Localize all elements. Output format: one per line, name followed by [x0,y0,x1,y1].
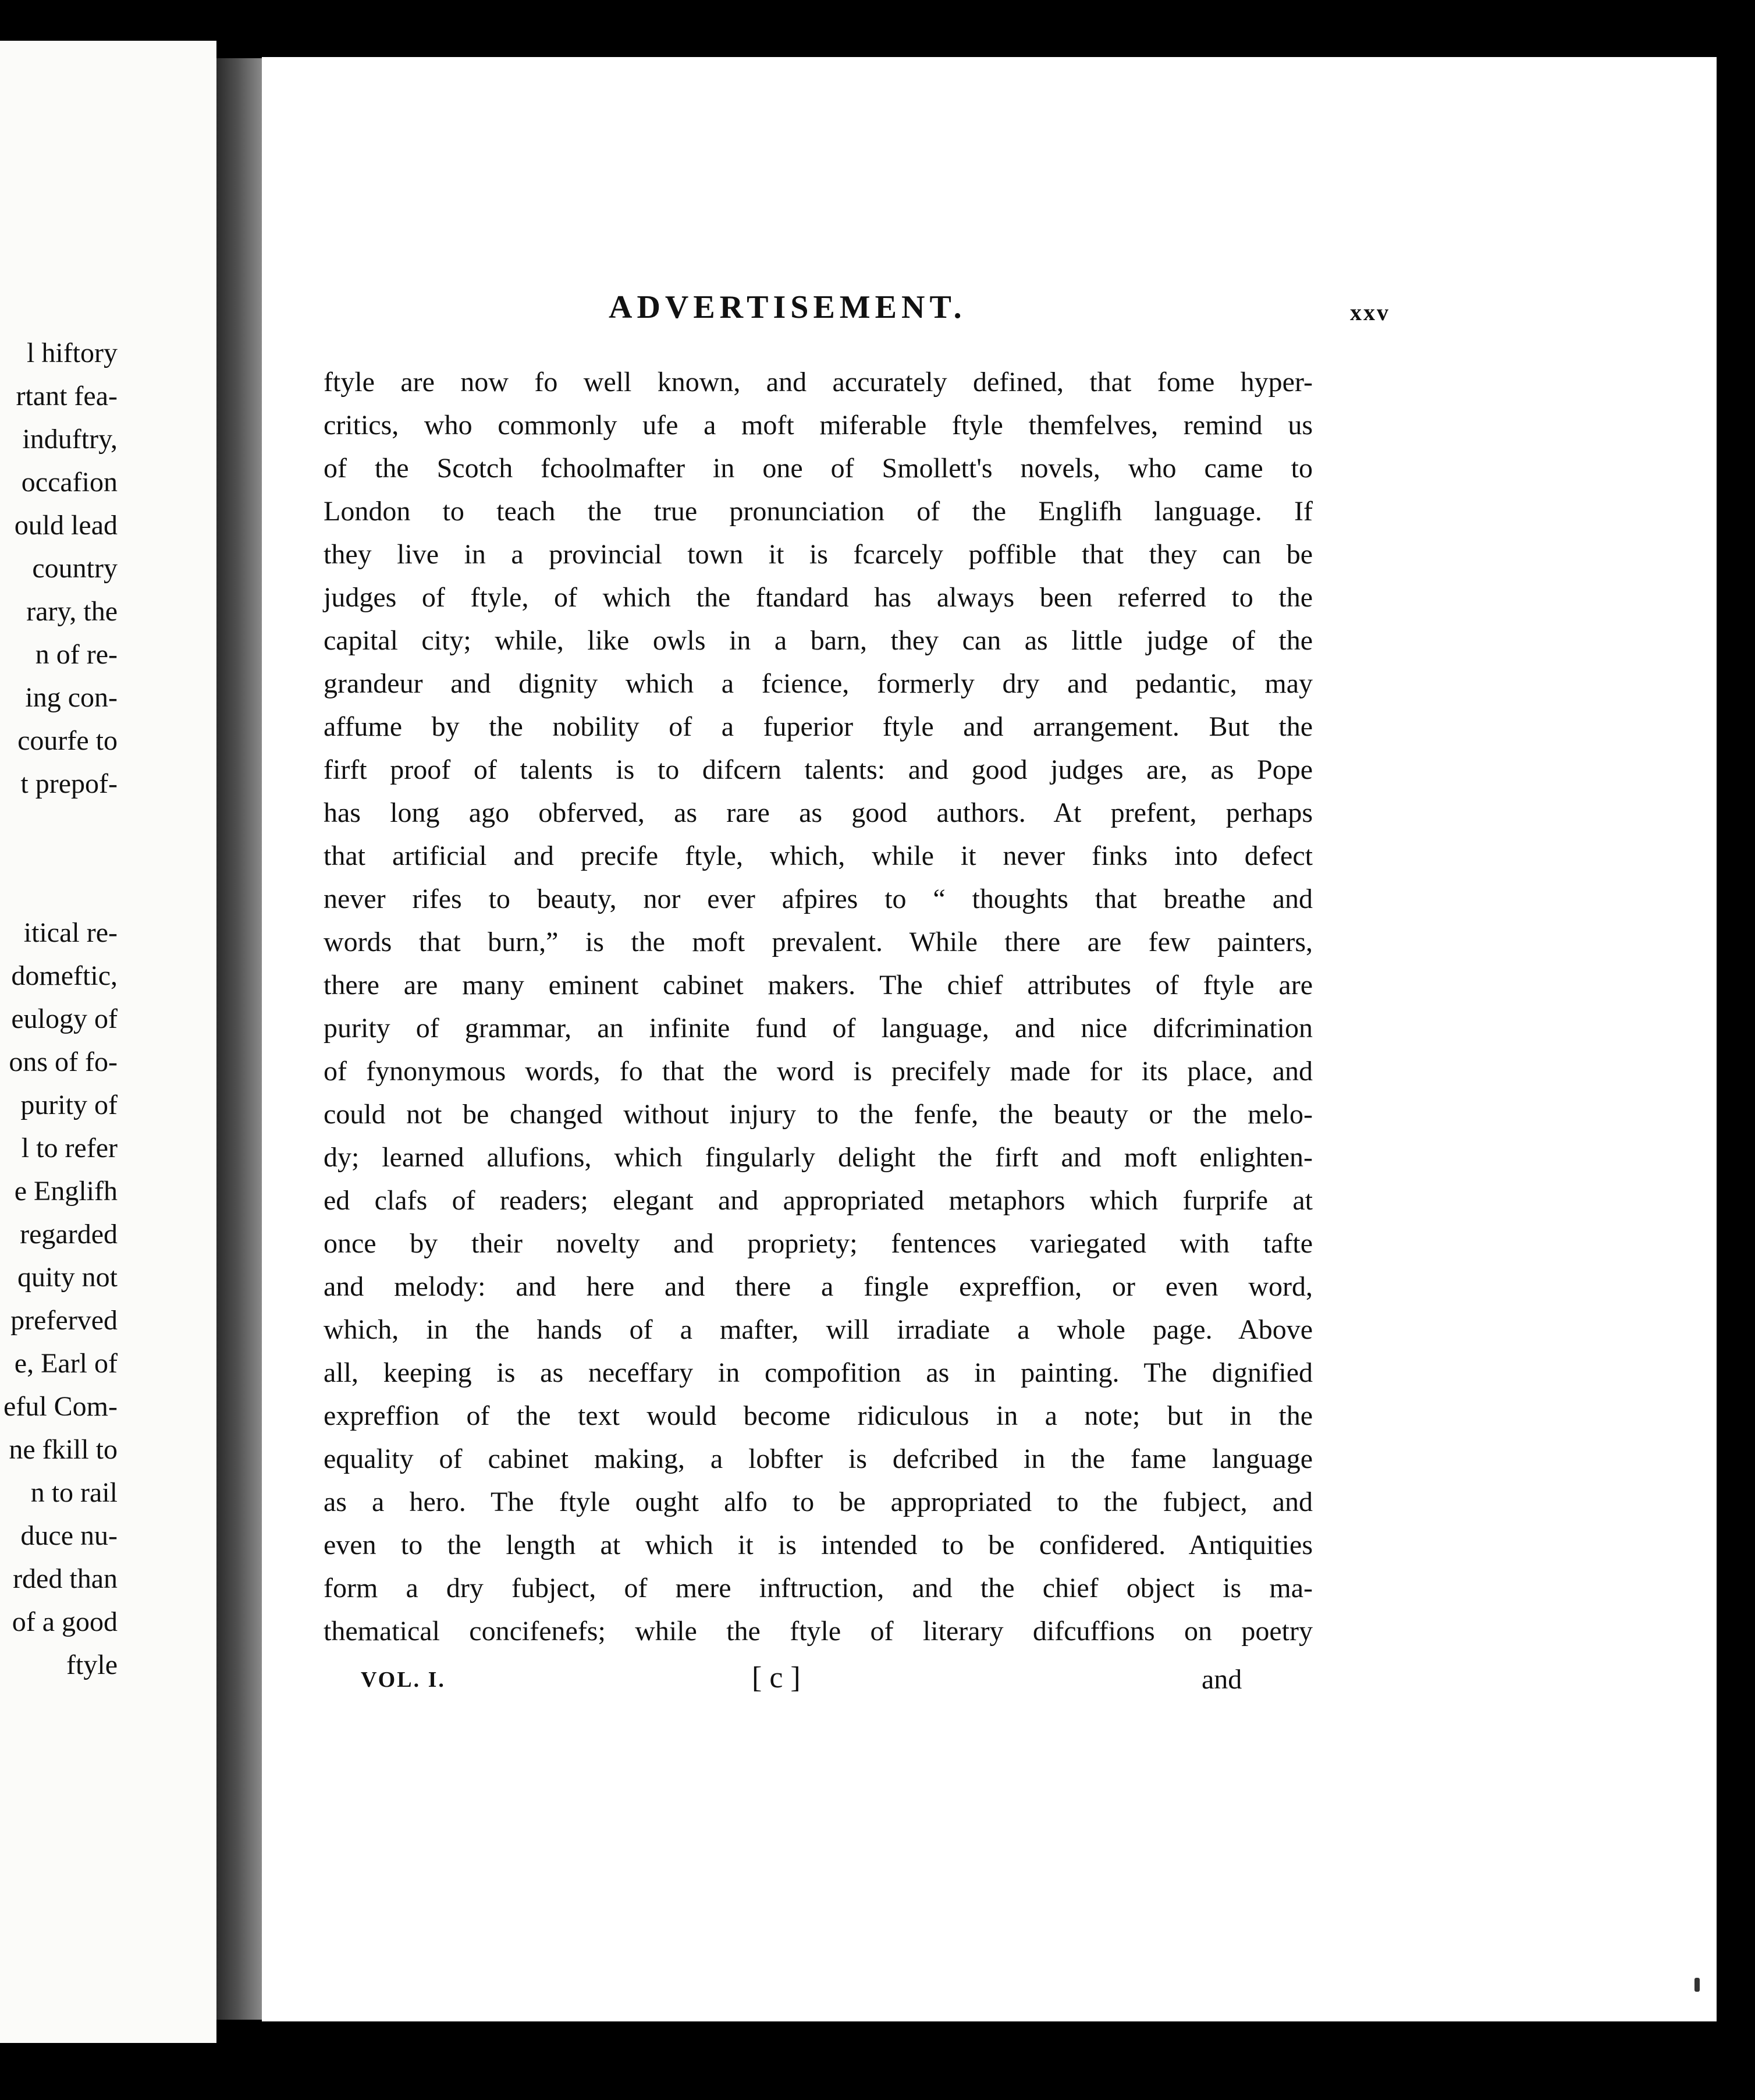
left-line: preferved [10,1305,118,1336]
left-line: l hiftory [27,338,118,368]
left-line: rtant fea- [16,381,118,412]
book-spine-shadow [216,58,262,2020]
left-line: purity of [20,1090,118,1120]
text-line: grandeur and dignity which a fcience, formerly dry and pedantic, may [324,668,1313,699]
text-line: ed clafs of readers; elegant and appropriated metaphors which furprife at [324,1185,1313,1216]
text-line: equality of cabinet making, a lobfter is defcribed in the fame language [324,1443,1313,1474]
running-header: ADVERTISEMENT. [609,289,967,325]
right-page [262,57,1717,2021]
text-line: all, keeping is as neceffary in compofition as in painting. The dignified [324,1357,1313,1388]
left-line: n to rail [30,1477,118,1508]
text-line: words that burn,” is the moft prevalent. While there are few painters, [324,927,1313,957]
left-line: regarded [20,1219,118,1250]
scan-mark [1694,1978,1700,1992]
text-line: London to teach the true pronunciation of the Englifh language. If [324,496,1313,527]
text-line: of the Scotch fchoolmafter in one of Smollett's novels, who came to [324,453,1313,484]
text-line: thematical concifenefs; while the ftyle of literary difcuffions on poetry [324,1616,1313,1647]
text-line: purity of grammar, an infinite fund of language, and nice difcrimination [324,1013,1313,1044]
text-line: form a dry fubject, of mere inftruction, and the chief object is ma- [324,1573,1313,1604]
page-number: xxv [1350,299,1390,325]
left-line: occafion [21,467,118,498]
left-line: eful Com- [3,1391,118,1422]
left-line: ons of fo- [9,1047,118,1077]
left-line: rary, the [26,596,118,627]
left-line: eulogy of [11,1003,118,1034]
text-line: never rifes to beauty, nor ever afpires to “ thoughts that breathe and [324,884,1313,914]
text-line: as a hero. The ftyle ought alfo to be appropriated to the fubject, and [324,1487,1313,1517]
text-line: they live in a provincial town it is fcarcely poffible that they can be [324,539,1313,570]
left-line: courfe to [17,725,118,756]
text-line: has long ago obferved, as rare as good authors. At prefent, perhaps [324,797,1313,828]
left-line: l to refer [21,1133,118,1163]
text-line: even to the length at which it is intended to be confidered. Antiquities [324,1530,1313,1560]
left-line: of a good [12,1606,118,1637]
left-line: rded than [13,1563,118,1594]
left-line: ing con- [25,682,118,713]
catchword: and [1202,1664,1242,1695]
left-line: quity not [17,1262,118,1293]
left-line: country [32,553,118,584]
text-line: which, in the hands of a mafter, will irradiate a whole page. Above [324,1314,1313,1345]
left-line: ne fkill to [9,1434,118,1465]
left-line: t prepof- [20,768,118,799]
text-line: and melody: and here and there a fingle expreffion, or even word, [324,1271,1313,1302]
text-line: affume by the nobility of a fuperior ftyle and arrangement. But the [324,711,1313,742]
left-line: e Englifh [14,1176,118,1207]
text-line: there are many eminent cabinet makers. The chief attributes of ftyle are [324,970,1313,1001]
text-line: expreffion of the text would become ridiculous in a note; but in the [324,1400,1313,1431]
signature-mark: [ c ] [752,1661,801,1694]
left-page-fragment [0,41,216,2043]
text-line: ftyle are now fo well known, and accurately defined, that fome hyper- [324,367,1313,398]
volume-label: VOL. I. [361,1668,446,1692]
text-line: firft proof of talents is to difcern talents: and good judges are, as Pope [324,754,1313,785]
text-line: once by their novelty and propriety; fentences variegated with tafte [324,1228,1313,1259]
text-line: capital city; while, like owls in a barn, they can as little judge of the [324,625,1313,656]
text-line: critics, who commonly ufe a moft miferable ftyle themfelves, remind us [324,410,1313,441]
text-line: dy; learned allufions, which fingularly delight the firft and moft enlighten- [324,1142,1313,1173]
left-line: duce nu- [20,1520,118,1551]
left-line: ftyle [66,1650,118,1680]
text-line: judges of ftyle, of which the ftandard has always been referred to the [324,582,1313,613]
left-line: domeftic, [11,960,118,991]
left-line: induftry, [22,424,118,455]
text-line: that artificial and precife ftyle, which, while it never finks into defect [324,840,1313,871]
left-line: n of re- [35,639,118,670]
text-line: could not be changed without injury to the fenfe, the beauty or the melo- [324,1099,1313,1130]
left-line: e, Earl of [14,1348,118,1379]
left-line: ould lead [14,510,118,541]
text-line: of fynonymous words, fo that the word is precifely made for its place, and [324,1056,1313,1087]
left-line: itical re- [23,917,118,948]
